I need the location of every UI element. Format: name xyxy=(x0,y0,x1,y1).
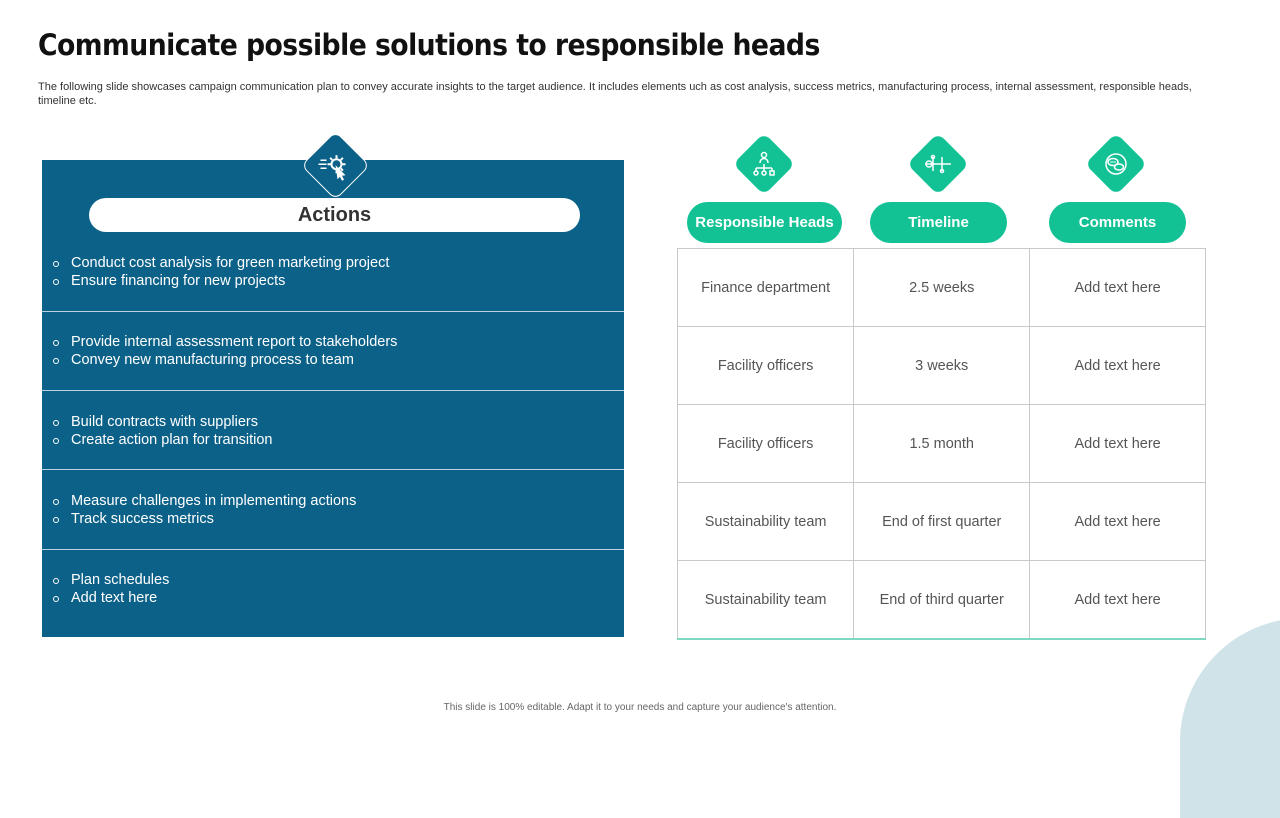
org-chart-icon xyxy=(733,133,795,195)
action-group-5 xyxy=(42,550,624,637)
comment-cell: Add text here xyxy=(1030,405,1206,483)
responsible-head-cell: Sustainability team xyxy=(678,483,854,561)
action-item: Measure challenges in implementing actions xyxy=(42,492,624,510)
timeline-cell: 3 weeks xyxy=(854,327,1030,405)
timeline-cell: 1.5 month xyxy=(854,405,1030,483)
action-group-2 xyxy=(42,312,624,391)
table-row xyxy=(678,327,1206,405)
action-group-3 xyxy=(42,391,624,470)
responsible-head-cell: Facility officers xyxy=(678,405,854,483)
page-subtitle: The following slide showcases campaign communication plan to convey accurate insights to the target audience. It includes elements uch as cost analysis, success metrics, manufacturing process, internal assessment, responsible heads, timeline etc. xyxy=(38,81,1192,107)
table-row xyxy=(678,249,1206,327)
page-title: Communicate possible solutions to responsible heads xyxy=(38,28,820,62)
timeline-cell: End of first quarter xyxy=(854,483,1030,561)
action-item: Create action plan for transition xyxy=(42,431,624,449)
header-responsible-heads: Responsible Heads xyxy=(687,202,842,243)
comment-cell: Add text here xyxy=(1030,327,1206,405)
header-timeline: Timeline xyxy=(870,202,1007,243)
table-row xyxy=(678,483,1206,561)
responsible-head-cell: Finance department xyxy=(678,249,854,327)
actions-heading: Actions xyxy=(89,198,580,232)
action-item: Ensure financing for new projects xyxy=(42,272,624,290)
comment-cell: Add text here xyxy=(1030,249,1206,327)
timeline-cell: 2.5 weeks xyxy=(854,249,1030,327)
action-item: Add text here xyxy=(42,589,624,607)
decorative-blob xyxy=(1180,618,1280,818)
action-item: Track success metrics xyxy=(42,510,624,528)
action-item: Build contracts with suppliers xyxy=(42,413,624,431)
responsible-head-cell: Sustainability team xyxy=(678,561,854,640)
responsible-head-cell: Facility officers xyxy=(678,327,854,405)
comment-cell: Add text here xyxy=(1030,561,1206,640)
responsibility-table xyxy=(677,248,1206,640)
header-comments: Comments xyxy=(1049,202,1186,243)
action-group-4 xyxy=(42,470,624,550)
table-row xyxy=(678,405,1206,483)
action-group-1 xyxy=(42,232,624,312)
action-item: Provide internal assessment report to stakeholders xyxy=(42,333,624,351)
action-item: Plan schedules xyxy=(42,571,624,589)
action-item: Conduct cost analysis for green marketing project xyxy=(42,254,624,272)
action-item: Convey new manufacturing process to team xyxy=(42,351,624,369)
timeline-cell: End of third quarter xyxy=(854,561,1030,640)
timeline-icon xyxy=(907,133,969,195)
footer-note: This slide is 100% editable. Adapt it to your needs and capture your audience's attention. xyxy=(443,702,837,713)
comment-cell: Add text here xyxy=(1030,483,1206,561)
table-row xyxy=(678,561,1206,640)
chat-bubbles-icon xyxy=(1085,133,1147,195)
